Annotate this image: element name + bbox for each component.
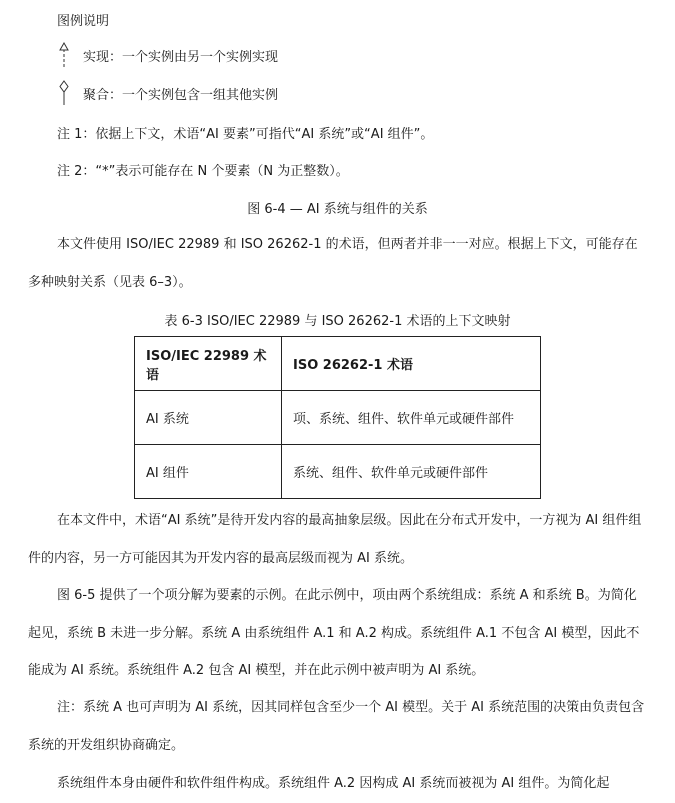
table-row: [135, 391, 541, 445]
paragraph: 图 6-5 提供了一个项分解为要素的示例。在此示例中，项由两个系统组成：系统 A 和系统 B。为简化起见，系统 B 未进一步分解。系统 A 由系统组件 A.1 和 A.2 构成。系统组件 A.1 不包含 AI 模型，因此不能成为 AI 系统。系统组件 A.2 包含 AI 模型，并在此示例中被声明为 AI 系统。: [28, 588, 640, 678]
note-1: 注 1：依据上下文，术语“AI 要素”可指代“AI 系统”或“AI 组件”。: [57, 127, 434, 142]
note-paragraph: 注：系统 A 也可声明为 AI 系统，因其同样包含至少一个 AI 模型。关于 AI 系统范围的决策由负责包含系统的开发组织协商确定。: [28, 700, 645, 753]
paragraph: 在本文件中，术语“AI 系统”是待开发内容的最高抽象层级。因此在分布式开发中，一方视为 AI 组件组件的内容，另一方可能因其为开发内容的最高层级而视为 AI 系统。: [28, 513, 642, 566]
paragraph: 系统组件本身由硬件和软件组件构成。系统组件 A.2 因构成 AI 系统而被视为 AI 组件。为简化起: [57, 776, 610, 791]
realization-arrow-icon: [57, 42, 71, 68]
legend-title: 图例说明: [57, 14, 110, 29]
table-header-row: [135, 337, 541, 391]
table-caption: 表 6-3 ISO/IEC 22989 与 ISO 26262-1 术语的上下文映射: [164, 314, 511, 329]
term-mapping-table: [134, 336, 541, 499]
table-cell: AI 组件: [135, 445, 282, 499]
legend-item-label: 实现：一个实例由另一个实例实现: [83, 50, 279, 65]
legend-item-label: 聚合：一个实例包含一组其他实例: [83, 88, 279, 103]
note-2: 注 2：“*”表示可能存在 N 个要素（N 为正整数）。: [57, 164, 349, 179]
table-header-cell: ISO 26262-1 术语: [282, 337, 541, 391]
table-row: [135, 445, 541, 499]
paragraph: 本文件使用 ISO/IEC 22989 和 ISO 26262-1 的术语，但两者并非一一对应。根据上下文，可能存在多种映射关系（见表 6–3）。: [28, 237, 638, 290]
figure-caption: 图 6-4 — AI 系统与组件的关系: [247, 202, 428, 217]
table-cell: 系统、组件、软件单元或硬件部件: [282, 445, 541, 499]
table-header-cell: ISO/IEC 22989 术语: [135, 337, 282, 391]
table-cell: AI 系统: [135, 391, 282, 445]
table-cell: 项、系统、组件、软件单元或硬件部件: [282, 391, 541, 445]
aggregation-diamond-icon: [57, 80, 71, 106]
